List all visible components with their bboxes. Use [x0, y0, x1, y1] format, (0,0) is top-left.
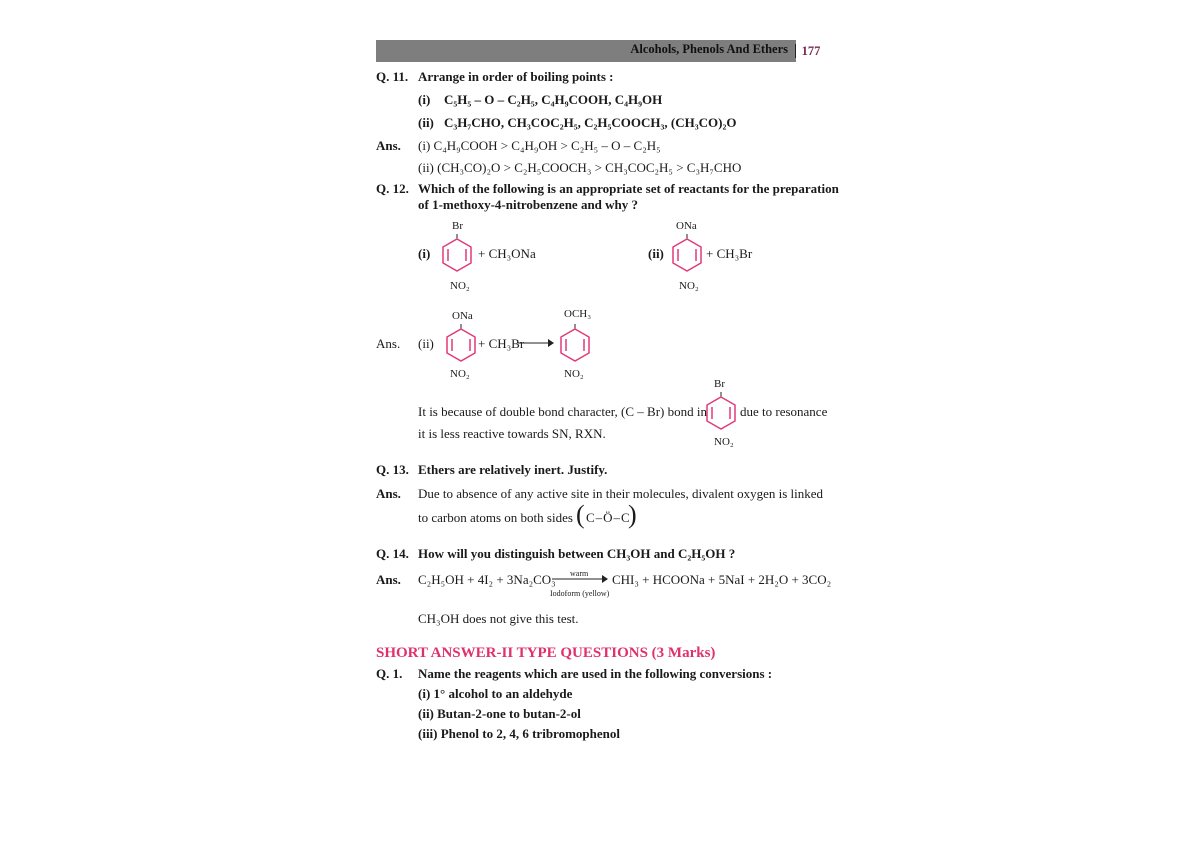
sq1-item-2: (ii) Butan-2-one to butan-2-ol	[418, 706, 581, 721]
q11-i-num: (i)	[418, 92, 431, 107]
q11-ii-num: (ii)	[418, 115, 434, 130]
q12-reason-1-end: due to resonance	[740, 404, 828, 419]
sq1-item-3: (iii) Phenol to 2, 4, 6 tribromophenol	[418, 726, 620, 741]
q11-ans-label: Ans.	[376, 138, 401, 153]
q12-ans-top-1: ONa	[452, 310, 473, 322]
q13-label: Q. 13.	[376, 462, 409, 477]
q12-ans-bottom-2: NO₂	[564, 368, 584, 380]
q12-label: Q. 12.	[376, 181, 409, 196]
page-header	[376, 40, 826, 62]
q12-ans-reagent: + CH₃Br	[478, 336, 525, 351]
q12-opt-i-top: Br	[452, 220, 463, 232]
q11-answer-1: (i) C₄H₉COOH > C₄H₉OH > C₂H₅ – O – C₂H₅	[418, 138, 661, 153]
page-number: 177	[796, 40, 826, 62]
q12-line-2: of 1-methoxy-4-nitrobenzene and why ?	[418, 197, 639, 212]
reaction-arrow-icon	[518, 338, 554, 348]
q11-question: Arrange in order of boiling points :	[418, 69, 614, 84]
q11-ii-text: C₃H₇CHO, CH₃COC₂H₅, C₂H₅COOCH₃, (CH₃CO)₂O	[444, 115, 737, 130]
q12-reason-1: It is because of double bond character, (C – Br) bond in	[418, 404, 708, 419]
q13-ether-formula: C–Ö–C	[586, 510, 631, 525]
reaction-arrow-icon	[552, 574, 608, 584]
q11-answer-2: (ii) (CH₃CO)₂O > C₂H₅COOCH₃ > CH₃COC₂H₅ > C₃H₇CHO	[418, 160, 742, 175]
benzene-ring-icon	[440, 234, 474, 274]
q13-answer-1: Due to absence of any active site in their molecules, divalent oxygen is linked	[418, 486, 824, 501]
bracket-open-icon: (	[576, 500, 585, 529]
q12-ans-option: (ii)	[418, 336, 434, 351]
q12-reason-bottom: NO₂	[714, 436, 734, 448]
q12-reason-top: Br	[714, 378, 725, 390]
header-title: Alcohols, Phenols And Ethers	[630, 42, 788, 56]
sq1-item-1: (i) 1° alcohol to an aldehyde	[418, 686, 573, 701]
q14-reactants: C₂H₅OH + 4I₂ + 3Na₂CO₃	[418, 572, 556, 587]
q13-answer-2: to carbon atoms on both sides	[418, 510, 573, 525]
q13-question: Ethers are relatively inert. Justify.	[418, 462, 608, 477]
q12-opt-ii-reagent: + CH₃Br	[706, 246, 753, 261]
q14-note: CH₃OH does not give this test.	[418, 611, 579, 626]
q12-ans-label: Ans.	[376, 336, 401, 351]
q12-opt-i-label: (i)	[418, 246, 431, 261]
benzene-ring-icon	[558, 324, 592, 364]
q11-i-text: C₅H₅ – O – C₂H₅, C₄H₉COOH, C₄H₉OH	[444, 92, 663, 107]
q14-products: CHI₃ + HCOONa + 5NaI + 2H₂O + 3CO₂	[612, 572, 832, 587]
sq1-question: Name the reagents which are used in the following conversions :	[418, 666, 773, 681]
sq1-label: Q. 1.	[376, 666, 403, 681]
q12-ans-top-2: OCH₃	[564, 308, 592, 320]
q14-arrow-bottom: Iodoform (yellow)	[550, 589, 610, 598]
q12-opt-ii-bottom: NO₂	[679, 280, 699, 292]
q13-ans-label: Ans.	[376, 486, 401, 501]
q14-question: How will you distinguish between CH₃OH and C₂H₅OH ?	[418, 546, 736, 561]
q14-arrow-top: warm	[570, 569, 589, 578]
benzene-ring-icon	[670, 234, 704, 274]
q12-line-1: Which of the following is an appropriate set of reactants for the preparation	[418, 181, 839, 196]
q12-opt-i-bottom: NO₂	[450, 280, 470, 292]
q12-reason-2: it is less reactive towards SN, RXN.	[418, 426, 606, 441]
q14-label: Q. 14.	[376, 546, 409, 561]
q14-ans-label: Ans.	[376, 572, 401, 587]
section-title: SHORT ANSWER-II TYPE QUESTIONS (3 Marks)	[376, 645, 716, 661]
q12-opt-ii-top: ONa	[676, 220, 697, 232]
benzene-ring-icon	[444, 324, 478, 364]
benzene-ring-icon	[704, 392, 738, 432]
q12-opt-i-reagent: + CH₃ONa	[478, 246, 536, 261]
q12-ans-bottom-1: NO₂	[450, 368, 470, 380]
q11-label: Q. 11.	[376, 69, 409, 84]
q12-opt-ii-label: (ii)	[648, 246, 664, 261]
bracket-close-icon: )	[628, 500, 637, 529]
